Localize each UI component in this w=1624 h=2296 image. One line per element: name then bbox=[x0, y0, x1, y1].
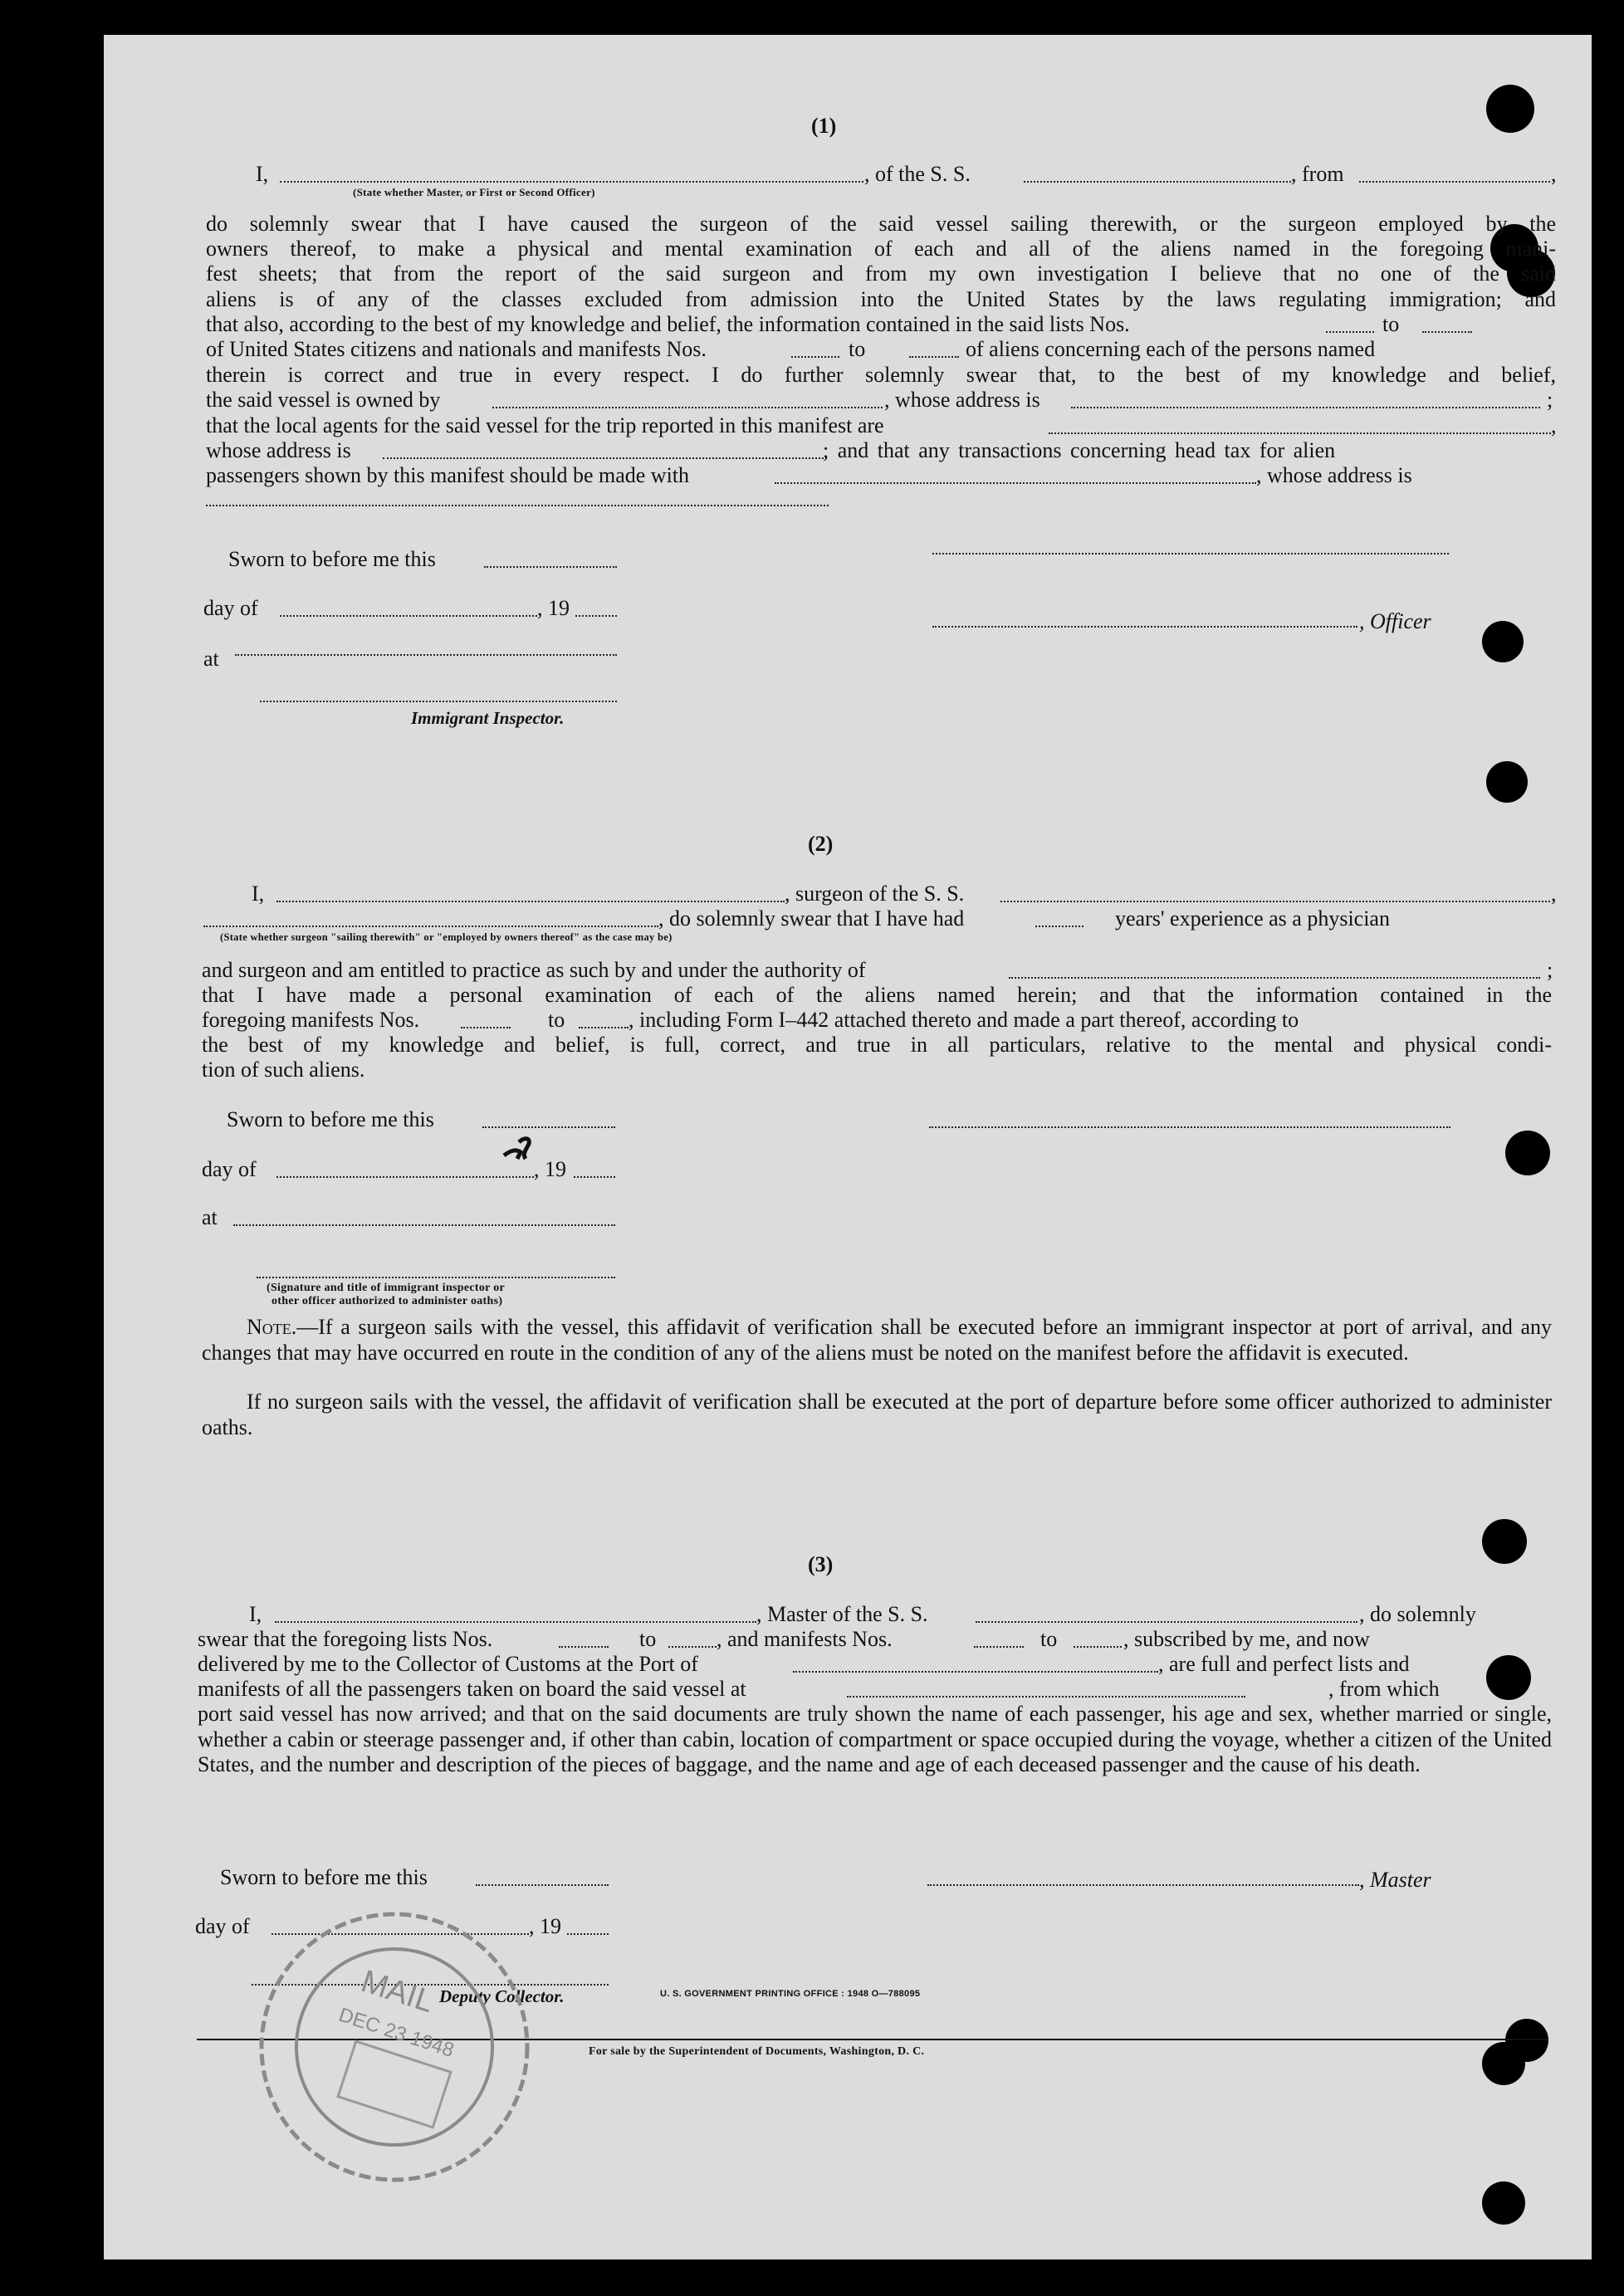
agents-end: , bbox=[1551, 413, 1557, 437]
surgeon-of-label: , surgeon of the S. S. bbox=[785, 882, 965, 906]
head-tax-text: ; and that any transactions concerning head tax for alien bbox=[823, 438, 1336, 462]
manifests-of-text: manifests of all the passengers taken on board the said vessel at bbox=[198, 1677, 746, 1701]
head-tax-party-blank[interactable] bbox=[775, 482, 1256, 484]
surgeon-status-blank[interactable] bbox=[203, 926, 658, 927]
officer-rank-note: (State whether Master, or First or Second Officer) bbox=[353, 186, 595, 198]
head-tax-address-blank[interactable] bbox=[206, 505, 829, 506]
master-title: , Master bbox=[1359, 1868, 1431, 1892]
no-surgeon-paragraph: If no surgeon sails with the vessel, the affidavit of verification shall be executed at the port of departure before some officer authorized to administer oaths. bbox=[202, 1390, 1552, 1439]
inspector-signature-blank[interactable] bbox=[260, 701, 617, 702]
mail-stamp bbox=[253, 1906, 536, 2188]
manifests-from-blank[interactable] bbox=[791, 356, 839, 358]
master-vessel-blank[interactable] bbox=[976, 1621, 1357, 1623]
manifests-to-label: to bbox=[548, 1008, 565, 1032]
at-blank[interactable] bbox=[233, 1224, 615, 1226]
punch-hole bbox=[1505, 1131, 1550, 1175]
embarkation-port-blank[interactable] bbox=[847, 1696, 1245, 1698]
month-blank[interactable] bbox=[280, 615, 537, 617]
manifests-nos-text: foregoing manifests Nos. bbox=[202, 1008, 420, 1032]
punch-hole bbox=[1482, 2181, 1525, 2225]
delivered-text: delivered by me to the Collector of Customs at the Port of bbox=[198, 1652, 698, 1676]
stamp-date: DEC 23 1948 bbox=[335, 2003, 457, 2062]
lists-from-blank[interactable] bbox=[559, 1646, 609, 1648]
best-knowledge-line: the best of my knowledge and belief, is full, correct, and true in all particulars, relative to the mental and physical condi- bbox=[202, 1033, 1552, 1057]
at-blank[interactable] bbox=[235, 654, 617, 656]
examined-line: that I have made a personal examination of each of the aliens named herein; and that the information contained in the bbox=[202, 983, 1552, 1007]
sale-imprint: For sale by the Superintendent of Documents, Washington, D. C. bbox=[589, 2045, 925, 2058]
officer-title: , Officer bbox=[1359, 609, 1431, 633]
manifests-from-blank[interactable] bbox=[974, 1646, 1024, 1648]
form-i442-text: , including Form I–442 attached thereto and made a part thereof, according to bbox=[629, 1008, 1299, 1032]
line-end-comma: , bbox=[1551, 162, 1557, 186]
from-port-blank[interactable] bbox=[1359, 181, 1550, 183]
manifests-to-blank[interactable] bbox=[909, 356, 959, 358]
year-label: , 19 bbox=[534, 1157, 566, 1181]
lists-nos-text: that also, according to the best of my knowledge and belief, the information contained in the said lists Nos. bbox=[206, 312, 1130, 336]
years-experience-text: , do solemnly swear that I have had bbox=[658, 906, 965, 931]
inspector-title: Immigrant Inspector. bbox=[411, 708, 565, 728]
lists-from-blank[interactable] bbox=[1326, 331, 1374, 333]
citizens-text: of United States citizens and nationals and manifests Nos. bbox=[206, 337, 707, 361]
signature-note-line-2: other officer authorized to administer oaths) bbox=[271, 1295, 503, 1307]
gpo-imprint: U. S. GOVERNMENT PRINTING OFFICE : 1948 O—788095 bbox=[660, 1989, 921, 1999]
master-name-blank[interactable] bbox=[275, 1621, 756, 1623]
surgeon-status-note: (State whether surgeon "sailing therewith" or "employed by owners thereof" as the case may be) bbox=[220, 931, 673, 943]
passengers-text: passengers shown by this manifest should be made with bbox=[206, 463, 690, 487]
authority-end: ; bbox=[1547, 958, 1553, 982]
inspector-signature-blank[interactable] bbox=[257, 1277, 615, 1278]
tion-line: tion of such aliens. bbox=[202, 1058, 365, 1082]
section-3-heading: (3) bbox=[808, 1552, 834, 1576]
sworn-date-blank[interactable] bbox=[484, 566, 617, 568]
years-label: years' experience as a physician bbox=[1115, 906, 1390, 931]
punch-hole bbox=[1486, 1655, 1531, 1700]
stamp-word: MAIL bbox=[357, 1963, 438, 2020]
from-which-label: , from which bbox=[1328, 1677, 1440, 1701]
lists-to-label: to bbox=[1382, 312, 1400, 336]
citizens-post-text: of aliens concerning each of the persons named bbox=[966, 337, 1376, 361]
owner-blank[interactable] bbox=[492, 407, 883, 408]
day-of-label: day of bbox=[202, 1157, 257, 1181]
oath-i-label: I, bbox=[256, 162, 269, 186]
surgeon-name-blank[interactable] bbox=[276, 901, 785, 902]
agents-address-blank[interactable] bbox=[383, 457, 827, 459]
month-blank[interactable] bbox=[276, 1176, 534, 1178]
oath-i-label: I, bbox=[252, 882, 265, 906]
authority-blank[interactable] bbox=[1009, 977, 1540, 979]
ink-mark bbox=[501, 1134, 539, 1164]
section-1-heading: (1) bbox=[811, 114, 837, 138]
sworn-label: Sworn to before me this bbox=[227, 1107, 434, 1131]
year-blank[interactable] bbox=[575, 615, 617, 617]
lists-nos-text: swear that the foregoing lists Nos. bbox=[198, 1627, 493, 1651]
owned-by-text: the said vessel is owned by bbox=[206, 388, 441, 412]
owned-end: ; bbox=[1547, 388, 1553, 412]
oath-body-line-3: fest sheets; that from the report of the said surgeon and from my own investigation I believe that no one of the said bbox=[206, 261, 1556, 286]
sworn-date-blank[interactable] bbox=[482, 1126, 615, 1128]
officer-name-blank[interactable] bbox=[280, 181, 863, 183]
at-label: at bbox=[203, 647, 219, 671]
note-text: —If a surgeon sails with the vessel, this affidavit of verification shall be executed before an immigrant inspector at port of arrival, and any changes that may have occurred en route in the condition of any of the aliens must be noted on the manifest before the affidavit is executed. bbox=[202, 1315, 1552, 1365]
punch-hole bbox=[1482, 2042, 1525, 2085]
oath-i-label: I, bbox=[249, 1602, 262, 1626]
oath-body-line-4: aliens is of any of the classes excluded from admission into the United States by the laws regulating immigration; and bbox=[206, 287, 1556, 311]
punch-hole bbox=[1482, 621, 1524, 662]
from-label: , from bbox=[1291, 162, 1344, 186]
note-label: Note. bbox=[247, 1315, 297, 1339]
master-oath-body: port said vessel has now arrived; and that on the said documents are truly shown the name of each passenger, his age and sex, whether married or single, whether a cabin or steerage passenger and, if other than cabin, location of compartment or space occupied during the voyage, whether a citizen of the United States, and the number and description of the pieces of baggage, and the name and age of each deceased passenger and the cause of his death. bbox=[198, 1702, 1552, 1776]
year-blank[interactable] bbox=[567, 1933, 609, 1935]
master-of-label: , Master of the S. S. bbox=[756, 1602, 928, 1626]
at-label: at bbox=[202, 1205, 218, 1229]
sworn-label: Sworn to before me this bbox=[220, 1865, 428, 1889]
authority-text: and surgeon and am entitled to practice as such by and under the authority of bbox=[202, 958, 866, 982]
punch-hole bbox=[1486, 761, 1528, 803]
year-blank[interactable] bbox=[574, 1176, 615, 1178]
do-solemnly-label: , do solemnly bbox=[1359, 1602, 1476, 1626]
years-blank[interactable] bbox=[1035, 926, 1083, 927]
manifests-from-blank[interactable] bbox=[461, 1027, 511, 1028]
line-end-comma: , bbox=[1551, 882, 1557, 906]
signature-note-line-1: (Signature and title of immigrant inspector or bbox=[267, 1282, 506, 1294]
subscribed-label: , subscribed by me, and now bbox=[1123, 1627, 1370, 1651]
punch-hole bbox=[1482, 1519, 1527, 1564]
owner-address-label: , whose address is bbox=[884, 388, 1040, 412]
agents-blank[interactable] bbox=[1049, 432, 1551, 434]
punch-hole bbox=[1486, 85, 1534, 133]
port-blank[interactable] bbox=[793, 1671, 1158, 1673]
sworn-date-blank[interactable] bbox=[476, 1884, 609, 1886]
oath-body-line-1: do solemnly swear that I have caused the surgeon of the said vessel sailing therewith, or the surgeon employed by the bbox=[206, 212, 1556, 236]
manifests-to-blank[interactable] bbox=[579, 1027, 629, 1028]
owner-address-blank[interactable] bbox=[1071, 407, 1540, 408]
year-label: , 19 bbox=[537, 596, 570, 620]
officer-signature-blank[interactable] bbox=[932, 626, 1357, 628]
and-manifests-label: , and manifests Nos. bbox=[717, 1627, 893, 1651]
surgeon-signature-blank[interactable] bbox=[929, 1126, 1450, 1128]
day-of-label: day of bbox=[195, 1914, 250, 1938]
master-signature-blank[interactable] bbox=[932, 553, 1449, 554]
manifests-to-label: to bbox=[1040, 1627, 1058, 1651]
of-ss-label: , of the S. S. bbox=[864, 162, 971, 186]
note-paragraph bbox=[202, 1315, 1552, 1365]
section-2-heading: (2) bbox=[808, 832, 834, 856]
sworn-label: Sworn to before me this bbox=[228, 547, 436, 571]
lists-to-blank[interactable] bbox=[668, 1646, 717, 1648]
manifests-to-label: to bbox=[849, 337, 866, 361]
master-signature-blank[interactable] bbox=[927, 1884, 1359, 1886]
agents-text: that the local agents for the said vessel for the trip reported in this manifest are bbox=[206, 413, 884, 437]
vessel-name-blank[interactable] bbox=[1024, 181, 1291, 183]
day-of-label: day of bbox=[203, 596, 258, 620]
therein-line: therein is correct and true in every respect. I do further solemnly swear that, to the best of my knowledge and belief, bbox=[206, 363, 1556, 387]
lists-to-label: to bbox=[639, 1627, 657, 1651]
deputy-title: Deputy Collector. bbox=[439, 1986, 565, 2006]
oath-body-line-2: owners thereof, to make a physical and mental examination of each and all of the aliens named in the foregoing mani- bbox=[206, 237, 1556, 261]
lists-to-blank[interactable] bbox=[1422, 331, 1472, 333]
surgeon-vessel-blank[interactable] bbox=[1000, 901, 1550, 902]
full-lists-label: , are full and perfect lists and bbox=[1158, 1652, 1410, 1676]
manifests-to-blank[interactable] bbox=[1074, 1646, 1122, 1648]
head-tax-address-label: , whose address is bbox=[1256, 463, 1412, 487]
agents-address-label: whose address is bbox=[206, 438, 351, 462]
year-label: , 19 bbox=[529, 1914, 561, 1938]
